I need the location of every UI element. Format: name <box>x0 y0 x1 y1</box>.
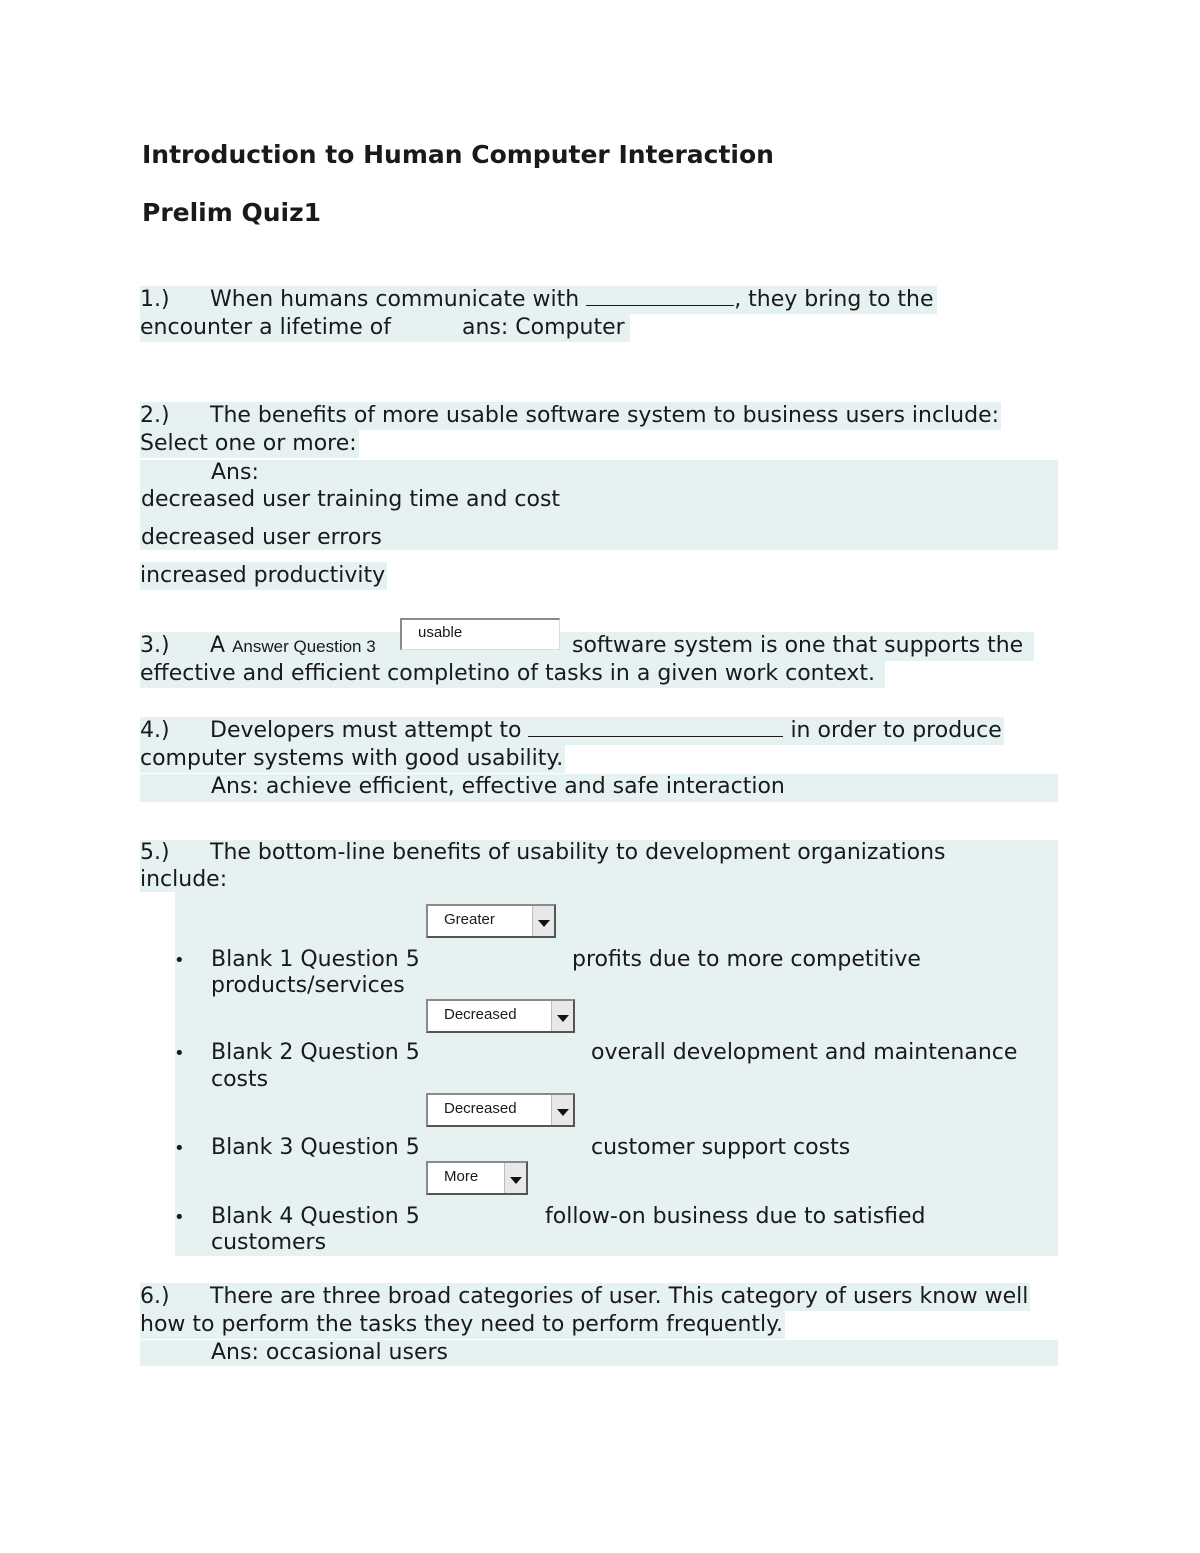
blank-text: overall development and maintenance <box>591 1040 1018 1065</box>
blank-text: follow-on business due to satisfied <box>545 1204 926 1229</box>
answer-text: Ans: occasional users <box>211 1340 449 1365</box>
answer-input[interactable]: usable <box>400 618 560 650</box>
select-value: Greater <box>444 911 495 928</box>
answer-item: increased productivity <box>140 563 386 588</box>
question-number: 4.) <box>140 718 170 743</box>
answer-field-label: Answer Question 3 <box>232 637 376 656</box>
blank-3-select[interactable] <box>426 1093 575 1127</box>
question-text: , they bring to the <box>734 287 934 312</box>
blank-label: Blank 4 Question 5 <box>211 1204 420 1229</box>
question-text: When humans communicate with <box>210 287 580 312</box>
blank-label: Blank 3 Question 5 <box>211 1135 420 1160</box>
question-5-line-2: include: <box>140 867 228 892</box>
select-value: More <box>444 1168 479 1185</box>
question-text: Select one or more: <box>140 431 357 456</box>
chevron-down-icon[interactable] <box>551 1001 573 1031</box>
question-6-line-1 <box>140 1283 1030 1311</box>
question-5-line-1 <box>140 839 946 867</box>
chevron-down-icon[interactable] <box>504 1163 526 1193</box>
answer-blank <box>528 718 783 737</box>
page-title: Introduction to Human Computer Interaction <box>142 140 774 169</box>
question-text: A <box>210 633 226 658</box>
blank-text: customer support costs <box>591 1135 851 1160</box>
question-text: There are three broad categories of user. This category of users know well <box>210 1284 1029 1309</box>
select-value: Decreased <box>444 1100 517 1117</box>
answer-item: decreased user training time and cost <box>141 487 561 512</box>
question-number: 5.) <box>140 840 170 865</box>
blank-label: Blank 1 Question 5 <box>211 947 420 972</box>
question-text: Developers must attempt to <box>210 718 522 743</box>
question-2-line-2 <box>140 430 359 458</box>
blank-text: customers <box>211 1230 327 1255</box>
question-number: 2.) <box>140 403 170 428</box>
blank-1-select[interactable] <box>426 904 556 938</box>
bullet: • <box>174 1138 185 1159</box>
question-3-line-2: effective and efficient completino of tasks in a given work context. <box>140 660 885 688</box>
blank-2-select[interactable] <box>426 999 575 1033</box>
select-value: Decreased <box>444 1006 517 1023</box>
question-1-line-2 <box>140 314 630 342</box>
answer-item: decreased user errors <box>141 525 382 550</box>
page-subtitle: Prelim Quiz1 <box>142 198 322 227</box>
question-number: 6.) <box>140 1284 170 1309</box>
question-4-line-1 <box>140 717 1004 745</box>
question-6-line-2: how to perform the tasks they need to perform frequently. <box>140 1312 784 1337</box>
blank-4-select[interactable] <box>426 1161 528 1195</box>
question-text: The bottom-line benefits of usability to development organizations <box>210 840 946 865</box>
answer-blank <box>586 287 734 306</box>
question-text: The benefits of more usable software system to business users include: <box>210 403 1000 428</box>
blank-text: costs <box>211 1067 269 1092</box>
question-number: 3.) <box>140 633 170 658</box>
answer-text: Ans: achieve efficient, effective and safe interaction <box>211 774 785 799</box>
bullet: • <box>174 1043 185 1064</box>
question-text: software system is one that supports the <box>572 633 1024 658</box>
blank-text: products/services <box>211 973 405 998</box>
blank-label: Blank 2 Question 5 <box>211 1040 420 1065</box>
bullet: • <box>174 950 185 971</box>
question-2-line-1 <box>140 402 1001 430</box>
question-3-line-1 <box>140 632 1034 661</box>
chevron-down-icon[interactable] <box>551 1095 573 1125</box>
answer-label: Ans: <box>211 460 259 485</box>
question-4-line-2: computer systems with good usability. <box>140 746 564 771</box>
answer-text: ans: Computer <box>462 315 625 340</box>
chevron-down-icon[interactable] <box>532 906 554 936</box>
bullet: • <box>174 1207 185 1228</box>
question-number: 1.) <box>140 287 170 312</box>
question-text: in order to produce <box>790 718 1002 743</box>
question-1-line-1 <box>140 286 937 314</box>
question-text: encounter a lifetime of <box>140 315 392 340</box>
blank-text: profits due to more competitive <box>572 947 921 972</box>
